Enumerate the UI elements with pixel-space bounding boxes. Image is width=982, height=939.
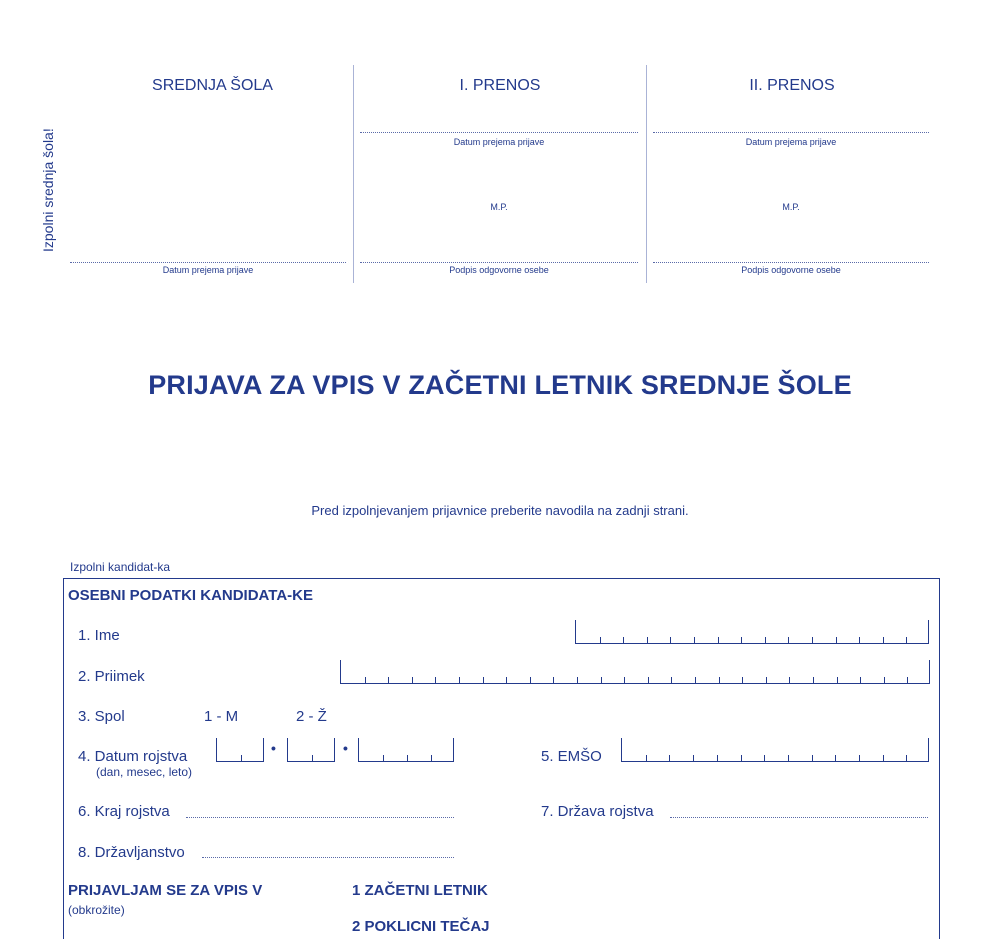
cell-divider bbox=[553, 677, 554, 683]
cell-divider bbox=[859, 637, 860, 643]
datum-year-input[interactable] bbox=[358, 738, 454, 762]
fill-by-school-label: Izpolni srednja šola! bbox=[40, 128, 56, 252]
drzavljanstvo-input[interactable] bbox=[202, 857, 454, 858]
cell-divider bbox=[812, 637, 813, 643]
cell-divider bbox=[860, 677, 861, 683]
cell-divider bbox=[765, 637, 766, 643]
datum-day-input[interactable] bbox=[216, 738, 264, 762]
col3-stamp: M.P. bbox=[782, 202, 800, 212]
cell-divider bbox=[741, 637, 742, 643]
cell-divider bbox=[600, 637, 601, 643]
datum-month-input[interactable] bbox=[287, 738, 335, 762]
cell-divider bbox=[906, 637, 907, 643]
filled-by-label: Izpolni kandidat-ka bbox=[70, 560, 171, 574]
cell-divider bbox=[383, 755, 384, 761]
cell-divider bbox=[671, 677, 672, 683]
cell-divider bbox=[835, 755, 836, 761]
page-title: PRIJAVA ZA VPIS V ZAČETNI LETNIK SREDNJE ŠOLE bbox=[148, 370, 852, 400]
cell-divider bbox=[459, 677, 460, 683]
cell-divider bbox=[907, 677, 908, 683]
cell-divider bbox=[837, 677, 838, 683]
ime-input[interactable] bbox=[575, 620, 929, 644]
emso-label: 5. EMŠO bbox=[541, 748, 602, 765]
date-separator: • bbox=[271, 740, 276, 756]
cell-divider bbox=[407, 755, 408, 761]
drzava-rojstva-input[interactable] bbox=[670, 817, 928, 818]
drzava-rojstva-label: 7. Država rojstva bbox=[541, 803, 654, 820]
cell-divider bbox=[312, 755, 313, 761]
cell-divider bbox=[646, 755, 647, 761]
spol-option-m[interactable]: 1 - M bbox=[204, 708, 239, 725]
priimek-input[interactable] bbox=[340, 660, 930, 684]
column-divider bbox=[353, 65, 354, 283]
cell-divider bbox=[788, 637, 789, 643]
spol-label: 3. Spol bbox=[78, 708, 125, 725]
cell-divider bbox=[669, 755, 670, 761]
col3-date-caption: Datum prejema prijave bbox=[745, 137, 837, 147]
col2-date-line[interactable] bbox=[360, 132, 638, 133]
cell-divider bbox=[435, 677, 436, 683]
cell-divider bbox=[813, 677, 814, 683]
cell-divider bbox=[884, 677, 885, 683]
cell-divider bbox=[717, 755, 718, 761]
cell-divider bbox=[431, 755, 432, 761]
col-prenos1-title: I. PRENOS bbox=[459, 77, 541, 94]
col2-sign-line[interactable] bbox=[360, 262, 638, 263]
cell-divider bbox=[601, 677, 602, 683]
cell-divider bbox=[764, 755, 765, 761]
col-prenos2-title: II. PRENOS bbox=[749, 77, 835, 94]
kraj-rojstva-label: 6. Kraj rojstva bbox=[78, 803, 170, 820]
cell-divider bbox=[788, 755, 789, 761]
drzavljanstvo-label: 8. Državljanstvo bbox=[78, 844, 185, 861]
cell-divider bbox=[906, 755, 907, 761]
priimek-label: 2. Priimek bbox=[78, 668, 145, 685]
spol-option-z[interactable]: 2 - Ž bbox=[296, 708, 327, 725]
instructions-text: Pred izpolnjevanjem prijavnice preberite navodila na zadnji strani. bbox=[311, 503, 689, 518]
col-srednja-sola-title: SREDNJA ŠOLA bbox=[152, 77, 273, 94]
cell-divider bbox=[365, 677, 366, 683]
col3-sign-line[interactable] bbox=[653, 262, 929, 263]
enrol-hint: (obkrožite) bbox=[68, 903, 125, 917]
cell-divider bbox=[530, 677, 531, 683]
cell-divider bbox=[624, 677, 625, 683]
cell-divider bbox=[483, 677, 484, 683]
enrol-option-zacetni-letnik[interactable]: 1 ZAČETNI LETNIK bbox=[352, 882, 488, 899]
col1-date-line[interactable] bbox=[70, 262, 346, 263]
cell-divider bbox=[695, 677, 696, 683]
cell-divider bbox=[719, 677, 720, 683]
kraj-rojstva-input[interactable] bbox=[186, 817, 454, 818]
cell-divider bbox=[742, 677, 743, 683]
col2-date-caption: Datum prejema prijave bbox=[453, 137, 545, 147]
ime-label: 1. Ime bbox=[78, 627, 120, 644]
cell-divider bbox=[693, 755, 694, 761]
col1-date-caption: Datum prejema prijave bbox=[162, 265, 254, 275]
cell-divider bbox=[241, 755, 242, 761]
column-divider bbox=[646, 65, 647, 283]
cell-divider bbox=[789, 677, 790, 683]
cell-divider bbox=[883, 637, 884, 643]
cell-divider bbox=[718, 637, 719, 643]
col2-sign-caption: Podpis odgovorne osebe bbox=[449, 265, 549, 275]
cell-divider bbox=[506, 677, 507, 683]
cell-divider bbox=[836, 637, 837, 643]
emso-input[interactable] bbox=[621, 738, 929, 762]
col3-sign-caption: Podpis odgovorne osebe bbox=[741, 265, 841, 275]
cell-divider bbox=[577, 677, 578, 683]
cell-divider bbox=[694, 637, 695, 643]
cell-divider bbox=[812, 755, 813, 761]
col3-date-line[interactable] bbox=[653, 132, 929, 133]
enrol-option-poklicni-tecaj[interactable]: 2 POKLICNI TEČAJ bbox=[352, 918, 490, 935]
cell-divider bbox=[883, 755, 884, 761]
enrol-heading: PRIJAVLJAM SE ZA VPIS V bbox=[68, 882, 263, 899]
datum-rojstva-label: 4. Datum rojstva bbox=[78, 748, 188, 765]
cell-divider bbox=[766, 677, 767, 683]
cell-divider bbox=[412, 677, 413, 683]
cell-divider bbox=[859, 755, 860, 761]
date-separator: • bbox=[343, 740, 348, 756]
cell-divider bbox=[648, 677, 649, 683]
section-heading: OSEBNI PODATKI KANDIDATA-KE bbox=[68, 587, 313, 604]
cell-divider bbox=[647, 637, 648, 643]
datum-rojstva-hint: (dan, mesec, leto) bbox=[96, 765, 193, 779]
cell-divider bbox=[388, 677, 389, 683]
cell-divider bbox=[670, 637, 671, 643]
col2-stamp: M.P. bbox=[490, 202, 508, 212]
cell-divider bbox=[623, 637, 624, 643]
cell-divider bbox=[741, 755, 742, 761]
